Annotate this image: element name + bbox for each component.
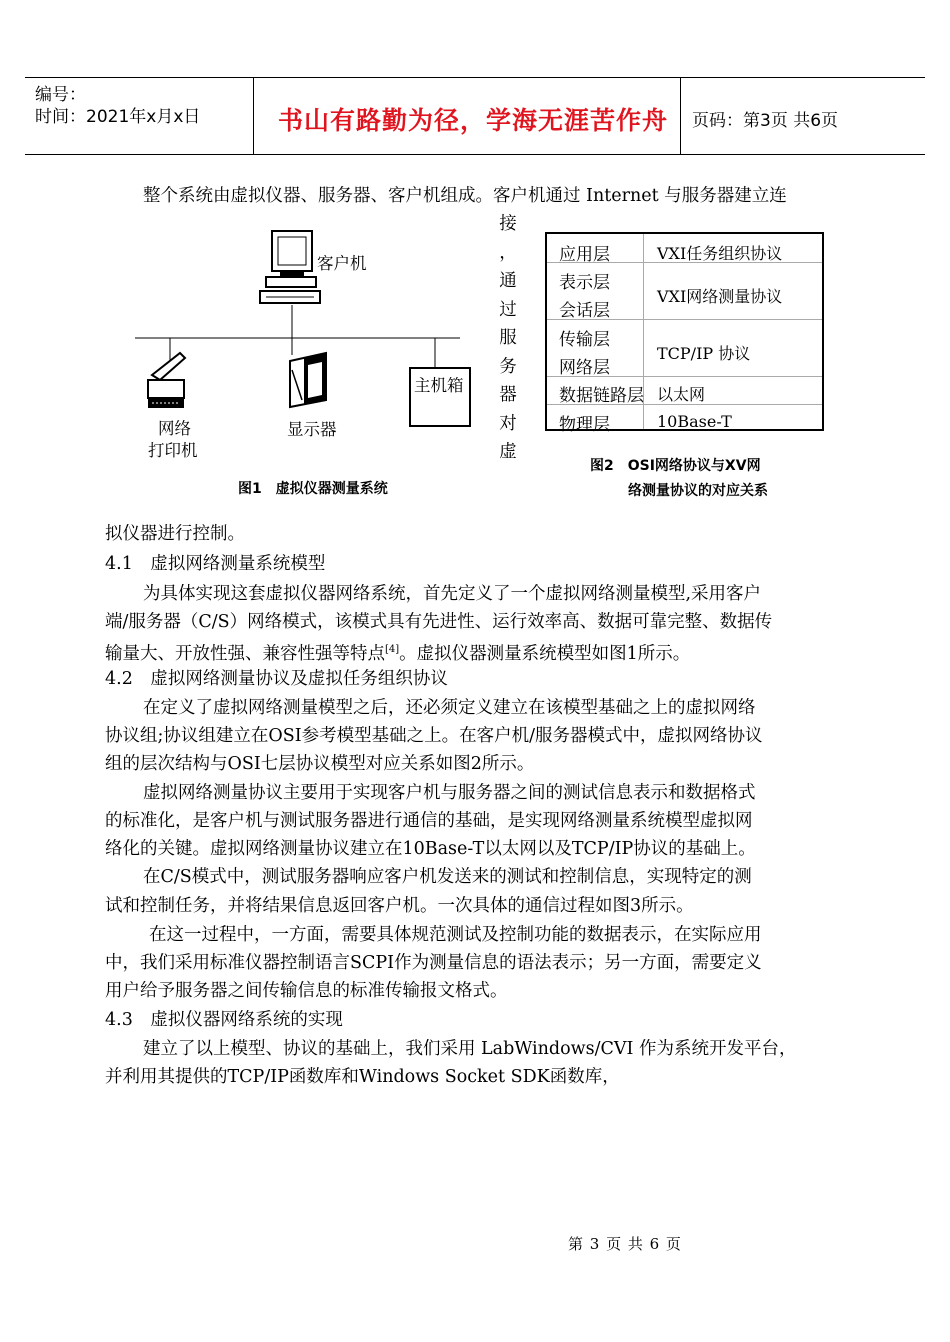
paragraph-line: 端/服务器（C/S）网络模式，该模式具有先进性、运行效率高、数据可靠完整、数据传 (105, 612, 773, 632)
paragraph-line (105, 639, 690, 665)
vertical-char: 器 (499, 385, 517, 405)
paragraph-line: 的标准化，是客户机与测试服务器进行通信的基础，是实现网络测量系统模型虚拟网 (105, 811, 753, 831)
vertical-char: 虚 (499, 442, 517, 462)
layer-application: 应用层 (559, 245, 610, 265)
vertical-char: 接 (499, 214, 517, 234)
figure2-caption-line2: 络测量协议的对应关系 (628, 483, 768, 499)
paragraph-line: 并利用其提供的TCP/IP函数库和Windows Socket SDK函数库， (105, 1067, 620, 1087)
figure1-caption: 图1 虚拟仪器测量系统 (238, 481, 388, 497)
header-bottom-rule (25, 154, 925, 155)
vertical-char: ， (499, 242, 517, 263)
footer-page-number: 第 3 页 共 6 页 (568, 1235, 682, 1253)
layer-presentation: 表示层 (559, 273, 610, 293)
paragraph-line: 络化的关键。虚拟网络测量协议建立在10Base-T以太网以及TCP/IP协议的基础上。 (105, 839, 756, 859)
printer-label-line2: 打印机 (148, 441, 198, 460)
paragraph-line: 在C/S模式中，测试服务器响应客户机发送来的测试和控制信息，实现特定的测 (143, 867, 752, 887)
section-4-3-title: 4.3 虚拟仪器网络系统的实现 (105, 1010, 343, 1030)
paragraph-line: 试和控制任务，并将结果信息返回客户机。一次具体的通信过程如图3所示。 (105, 896, 694, 916)
header-top-rule (25, 77, 925, 78)
header-number-label: 编号： (35, 85, 86, 105)
printer-label-line1: 网络 (158, 419, 191, 438)
paragraph-line: 中，我们采用标准仪器控制语言SCPI作为测量信息的语法表示；另一方面，需要定义 (105, 953, 762, 973)
vertical-char: 通 (499, 271, 517, 291)
printer-icon (148, 353, 185, 408)
vertical-char: 务 (499, 356, 517, 377)
paragraph-line: 在这一过程中，一方面，需要具体规范测试及控制功能的数据表示，在实际应用 (149, 925, 762, 945)
layer-transport: 传输层 (559, 330, 610, 350)
monitor-label: 显示器 (287, 420, 337, 439)
figure1-diagram (130, 225, 490, 435)
protocol-application: VXI任务组织协议 (657, 244, 783, 263)
vertical-char: 对 (499, 413, 517, 434)
vertical-char: 过 (499, 299, 517, 320)
paragraph-line: 在定义了虚拟网络测量模型之后，还必须定义建立在该模型基础之上的虚拟网络 (143, 698, 756, 718)
layer-physical: 物理层 (559, 415, 610, 435)
paragraph-line: 用户给予服务器之间传输信息的标准传输报文格式。 (105, 981, 508, 1001)
layer-datalink: 数据链路层 (559, 386, 644, 406)
paragraph-line: 建立了以上模型、协议的基础上，我们采用 LabWindows/CVI 作为系统开发平台， (143, 1039, 797, 1059)
paragraph-line: 组的层次结构与OSI七层协议模型对应关系如图2所示。 (105, 754, 535, 774)
computer-icon (260, 231, 320, 303)
intro-line: 整个系统由虚拟仪器、服务器、客户机组成。客户机通过 Internet 与服务器建立连 (143, 186, 787, 206)
text-span: 输量大、开放性强、兼容性强等特点 (105, 643, 385, 664)
monitor-icon (290, 353, 326, 407)
section-4-2-title: 4.2 虚拟网络测量协议及虚拟任务组织协议 (105, 669, 448, 689)
figure2-caption-line1: 图2 OSI网络协议与XV网 (590, 458, 761, 474)
vertical-char: 服 (499, 328, 517, 348)
section-4-1-title: 4.1 虚拟网络测量系统模型 (105, 554, 326, 574)
header-motto: 书山有路勤为径，学海无涯苦作舟 (278, 106, 669, 135)
header-time-label: 时间：2021年x月x日 (35, 107, 201, 127)
host-label: 主机箱 (414, 376, 464, 395)
text-span: 。虚拟仪器测量系统模型如图1所示。 (399, 643, 691, 664)
layer-session: 会话层 (559, 301, 610, 321)
vertical-text-column (497, 210, 519, 467)
protocol-transport-network: TCP/IP 协议 (657, 344, 751, 363)
header-page-label: 页码：第3页 共6页 (692, 111, 839, 131)
layer-network: 网络层 (559, 358, 610, 378)
paragraph-line: 虚拟网络测量协议主要用于实现客户机与服务器之间的测试信息表示和数据格式 (143, 783, 756, 803)
header-divider-left (253, 78, 254, 154)
header-divider-right (680, 78, 681, 154)
protocol-presentation-session: VXI网络测量协议 (657, 287, 783, 306)
protocol-datalink: 以太网 (657, 385, 706, 404)
client-label: 客户机 (317, 254, 367, 273)
osi-protocol-table (545, 232, 824, 435)
paragraph-line: 为具体实现这套虚拟仪器网络系统，首先定义了一个虚拟网络测量模型,采用客户 (143, 584, 762, 604)
protocol-physical: 10Base-T (657, 412, 732, 431)
paragraph-line: 协议组;协议组建立在OSI参考模型基础之上。在客户机/服务器模式中，虚拟网络协议 (105, 726, 763, 746)
intro-continuation: 拟仪器进行控制。 (105, 524, 245, 544)
citation-ref: [4] (385, 644, 400, 655)
